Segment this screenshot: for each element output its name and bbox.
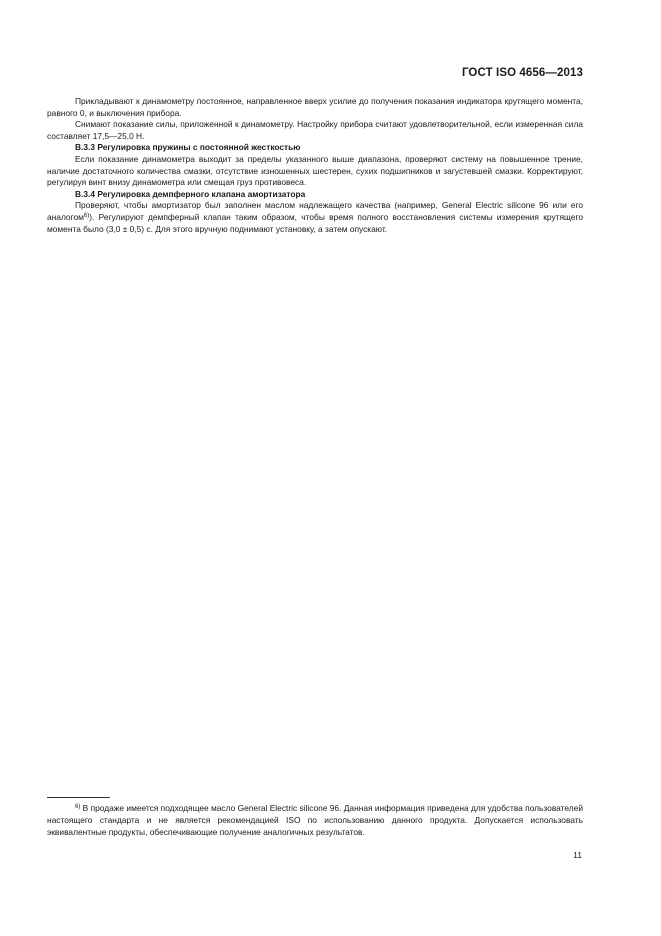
footnote-separator bbox=[47, 797, 110, 798]
footnote-paragraph bbox=[47, 802, 583, 838]
damper-text-end: ). Регулируют демпферный клапан таким образом, чтобы время полного восстановления системы измерения крутящего момента было (3,0 ± 0,5) с. Для этого вручную поднимают установку, а затем опускают. bbox=[47, 211, 583, 234]
section-heading-b33: В.3.3 Регулировка пружины с постоянной жесткостью bbox=[75, 142, 301, 153]
footnote bbox=[47, 802, 583, 838]
footnote-reference[interactable]: 6) bbox=[83, 212, 90, 219]
paragraph-spring-adjustment: Если показание динамометра выходит за пределы указанного выше диапазона, проверяют систему на повышенное трение, наличие достаточного количества смазки, отсутствие изношенных шестерен, сухих подшипников и загустевшей смазки. Корректируют, регулируя винт внизу динамометра или смещая груз противовеса. bbox=[47, 153, 583, 188]
section-heading-b34: В.3.4 Регулировка демпферного клапана амортизатора bbox=[75, 188, 306, 199]
page-number: 11 bbox=[573, 850, 582, 860]
paragraph-apply-force: Прикладывают к динамометру постоянное, направленное вверх усилие до получения показания индикатора крутящего момента, равного 0, и выключения прибора. bbox=[47, 96, 583, 118]
paragraph-damper-adjustment bbox=[47, 200, 583, 235]
footnote-marker: 6) bbox=[75, 804, 81, 810]
footnote-text: В продаже имеется подходящее масло General Electric silicone 96. Данная информация приведена для удобства пользователей настоящего стандарта и не является рекомендацией ISO по использованию данного продукта. Допускается использовать эквивалентные продукты, обеспечивающие получение аналогичных результатов. bbox=[47, 803, 583, 837]
body-text bbox=[47, 96, 583, 235]
standard-designation: ГОСТ ISO 4656—2013 bbox=[461, 67, 583, 79]
damper-text-start: Проверяют, чтобы амортизатор был заполнен маслом надлежащего качества (например, General Electric silicone 96 или его аналогом bbox=[47, 200, 583, 222]
paragraph-read-force: Снимают показание силы, приложенной к динамометру. Настройку прибора считают удовлетворительной, если измеренная сила составляет 17,5—25,0 Н. bbox=[47, 119, 583, 141]
